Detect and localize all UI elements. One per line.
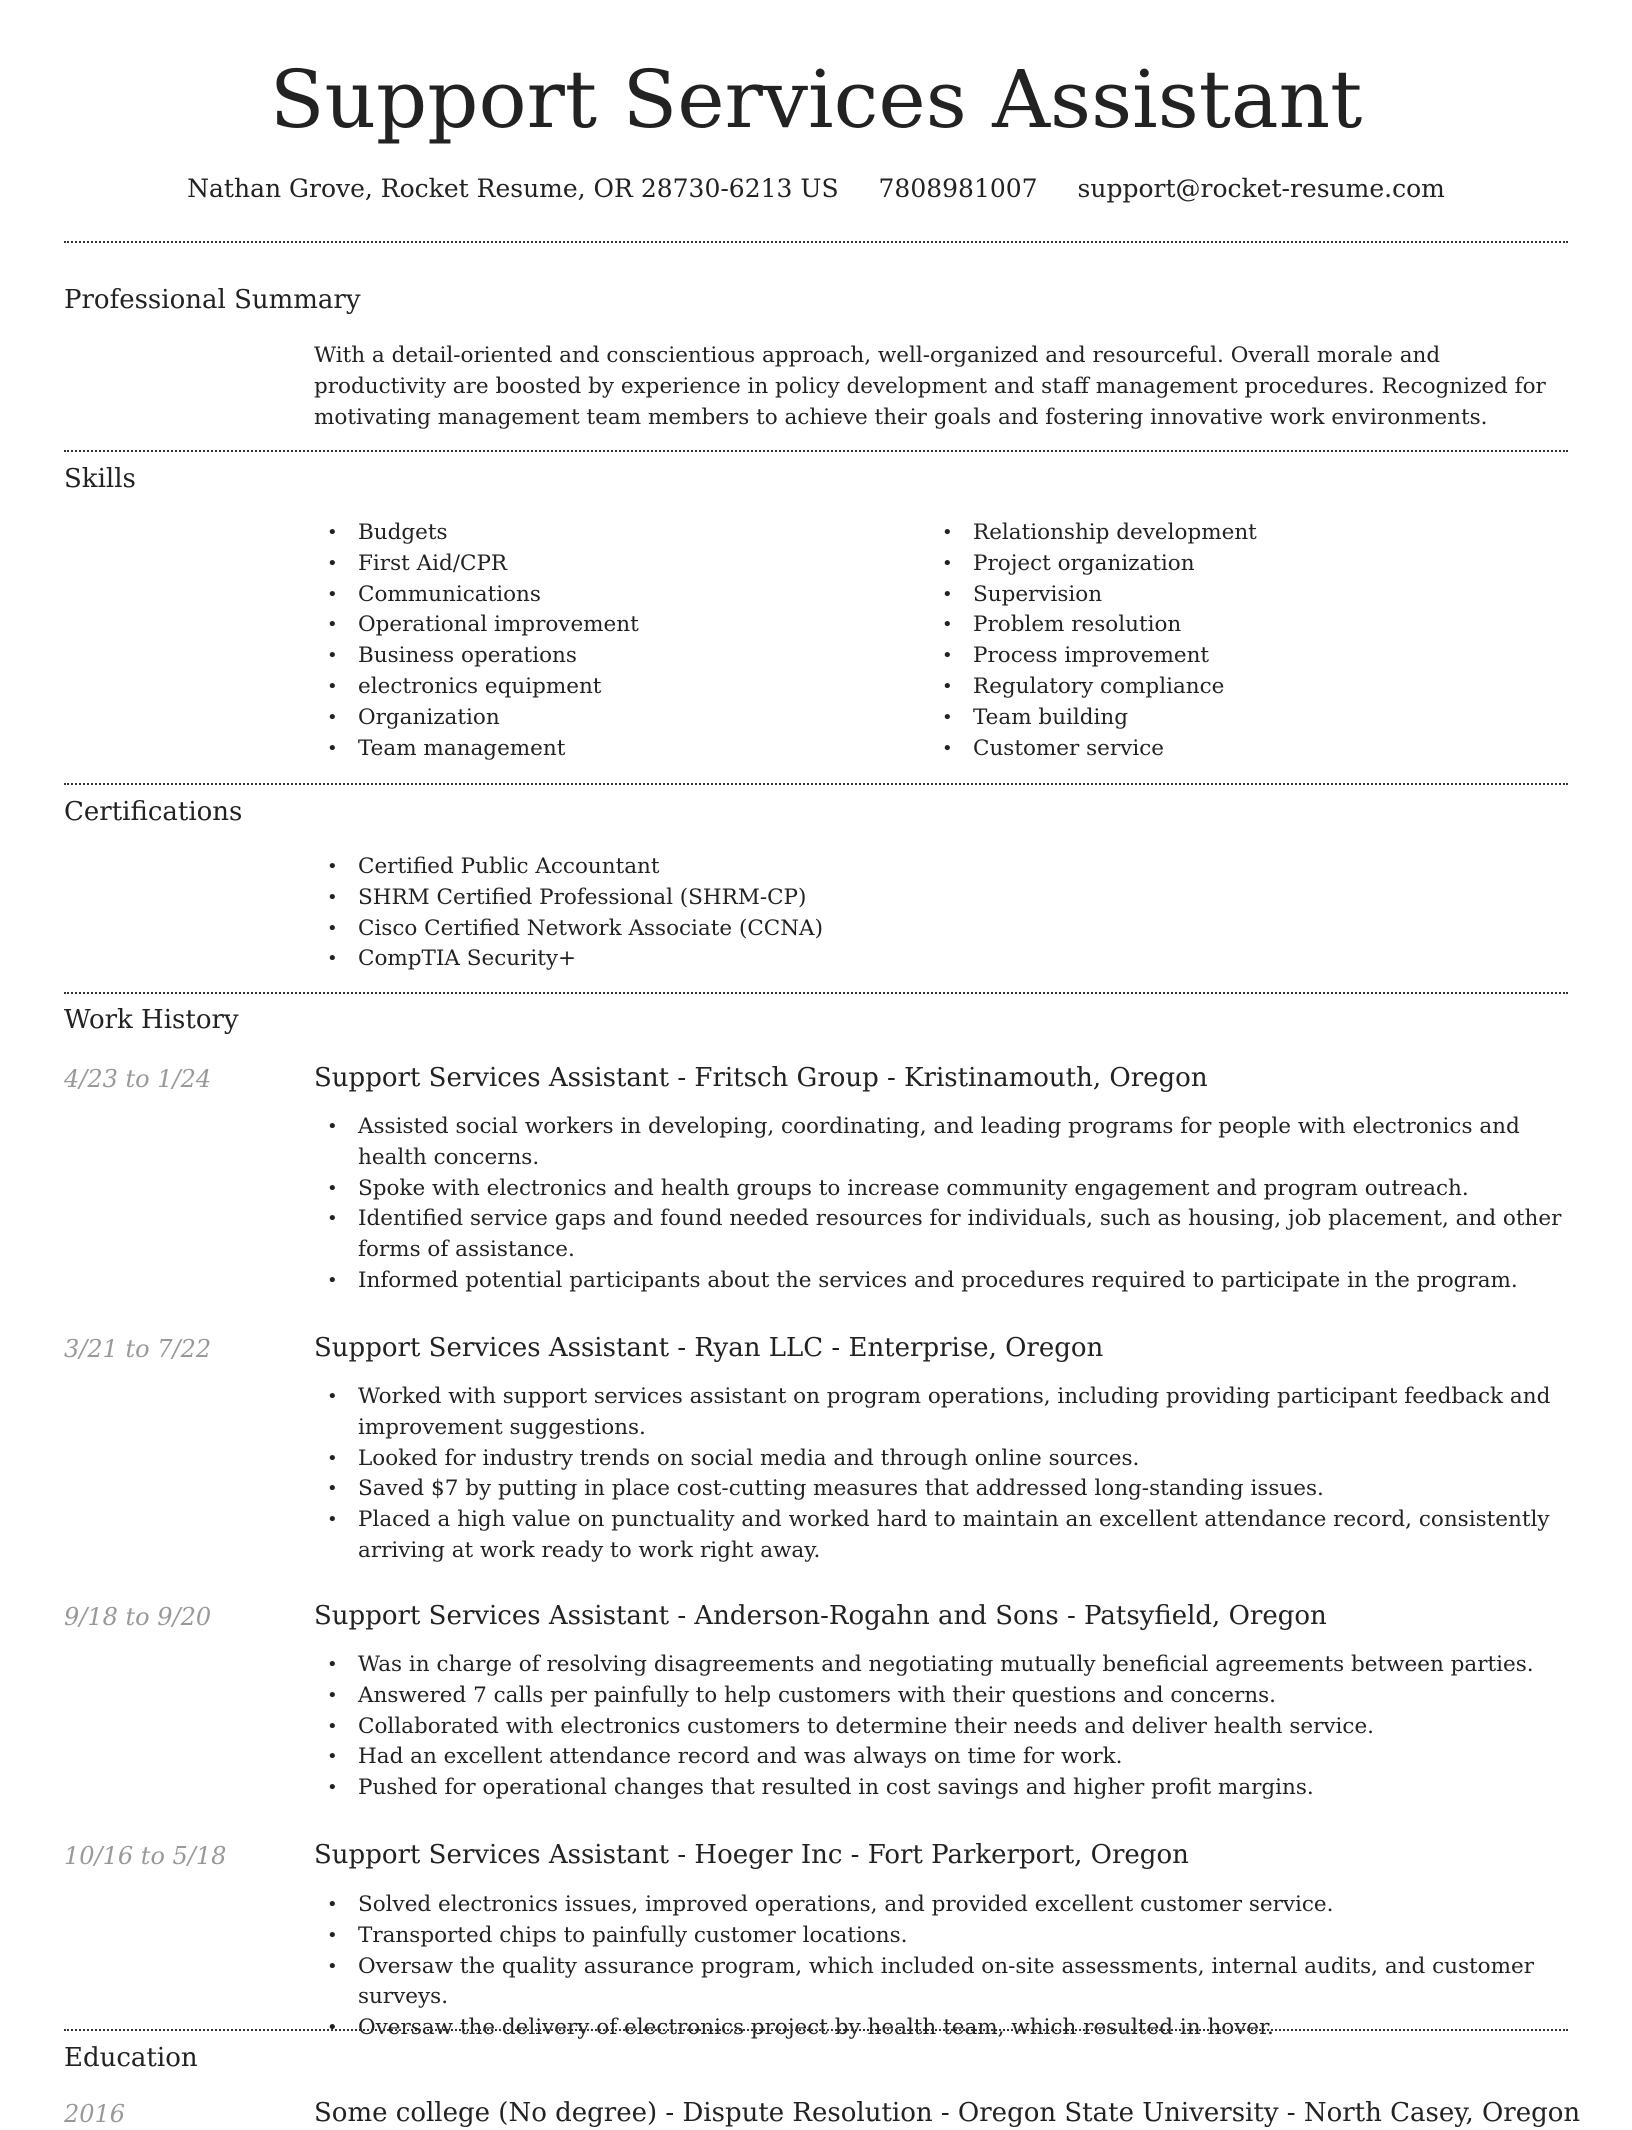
contact-phone: 7808981007 [878,174,1038,203]
summary-text: With a detail-oriented and conscientious approach, well-organized and resourceful. Overall morale and productivity are boosted by experience in policy development and staff management procedures. Recognized for motivating management team members to achieve their goals and fostering innovative work environments. [314,343,1546,430]
job-dates: 3/21 to 7/22 [64,1335,212,1363]
certification-item: • Cisco Certified Network Associate (CCNA) [314,914,1554,945]
job-bullet: • Identified service gaps and found needed resources for individuals, such as housing, job placement, and other forms of assistance. [314,1204,1564,1266]
section-title-skills: Skills [64,464,136,494]
job-bullet: • Placed a high value on punctuality and worked hard to maintain an excellent attendance record, consistently arriving at work ready to work right away. [314,1505,1564,1567]
job-bullet: • Oversaw the quality assurance program, which included on-site assessments, internal audits, and customer surveys. [314,1952,1564,2014]
skills-list-right [929,518,1529,764]
skill-item: • Team management [314,734,894,765]
job-bullet: • Answered 7 calls per painfully to help customers with their questions and concerns. [314,1681,1564,1712]
job-bullet: • Oversaw the delivery of electronics project by health team, which resulted in hover. [314,2013,1564,2044]
certification-item: • SHRM Certified Professional (SHRM-CP) [314,883,1554,914]
job-dates: 10/16 to 5/18 [64,1842,227,1870]
skill-item: • Organization [314,703,894,734]
certifications-list [314,852,1554,975]
job-title: Support Services Assistant - Ryan LLC - Enterprise, Oregon [314,1333,1104,1363]
job-bullet: • Transported chips to painfully customer locations. [314,1921,1564,1952]
job-bullet: • Solved electronics issues, improved operations, and provided excellent customer service. [314,1890,1564,1921]
job-bullet: • Saved $7 by putting in place cost-cutting measures that addressed long-standing issues. [314,1474,1564,1505]
skill-item: • Team building [929,703,1529,734]
job-title: Support Services Assistant - Fritsch Group - Kristinamouth, Oregon [314,1063,1208,1093]
job-bullet: • Looked for industry trends on social media and through online sources. [314,1444,1564,1475]
education-title: Some college (No degree) - Dispute Resolution - Oregon State University - North Casey, Oregon [314,2098,1581,2128]
job-bullet: • Assisted social workers in developing, coordinating, and leading programs for people with electronics and health concerns. [314,1112,1564,1174]
job-bullets [314,1382,1564,1567]
job-bullet: • Pushed for operational changes that resulted in cost savings and higher profit margins. [314,1773,1564,1804]
skill-item: • Regulatory compliance [929,672,1529,703]
section-divider [64,241,1568,243]
skill-item: • Project organization [929,549,1529,580]
skill-item: • Customer service [929,734,1529,765]
section-divider [64,450,1568,452]
certification-item: • Certified Public Accountant [314,852,1554,883]
skills-list-left [314,518,894,764]
section-title-work-history: Work History [64,1005,239,1035]
job-bullet: • Informed potential participants about the services and procedures required to participate in the program. [314,1266,1564,1297]
contact-line [0,172,1632,206]
contact-email: support@rocket-resume.com [1077,174,1445,203]
section-title-education: Education [64,2043,198,2073]
job-title: Support Services Assistant - Hoeger Inc - Fort Parkerport, Oregon [314,1840,1189,1870]
section-divider [64,2029,1568,2031]
section-title-summary: Professional Summary [64,285,361,315]
job-dates: 4/23 to 1/24 [64,1065,212,1093]
skill-item: • electronics equipment [314,672,894,703]
skill-item: • First Aid/CPR [314,549,894,580]
skill-item: • Budgets [314,518,894,549]
skill-item: • Process improvement [929,641,1529,672]
job-bullet: • Had an excellent attendance record and was always on time for work. [314,1742,1564,1773]
job-bullet: • Spoke with electronics and health groups to increase community engagement and program outreach. [314,1174,1564,1205]
section-divider [64,783,1568,785]
skill-item: • Communications [314,580,894,611]
skill-item: • Problem resolution [929,610,1529,641]
job-bullets [314,1650,1564,1804]
skill-item: • Operational improvement [314,610,894,641]
job-bullet: • Worked with support services assistant on program operations, including providing participant feedback and improvement suggestions. [314,1382,1564,1444]
section-divider [64,992,1568,994]
skill-item: • Business operations [314,641,894,672]
section-title-certifications: Certifications [64,797,243,827]
resume-name: Support Services Assistant [269,53,1363,146]
job-bullets [314,1890,1564,2044]
job-dates: 9/18 to 9/20 [64,1603,212,1631]
skill-item: • Relationship development [929,518,1529,549]
job-bullet: • Was in charge of resolving disagreements and negotiating mutually beneficial agreements between parties. [314,1650,1564,1681]
job-bullets [314,1112,1564,1297]
education-dates: 2016 [64,2100,126,2128]
job-bullet: • Collaborated with electronics customers to determine their needs and deliver health service. [314,1712,1564,1743]
skill-item: • Supervision [929,580,1529,611]
job-title: Support Services Assistant - Anderson-Rogahn and Sons - Patsyfield, Oregon [314,1601,1327,1631]
certification-item: • CompTIA Security+ [314,944,1554,975]
contact-address: Nathan Grove, Rocket Resume, OR 28730-6213 US [187,174,839,203]
